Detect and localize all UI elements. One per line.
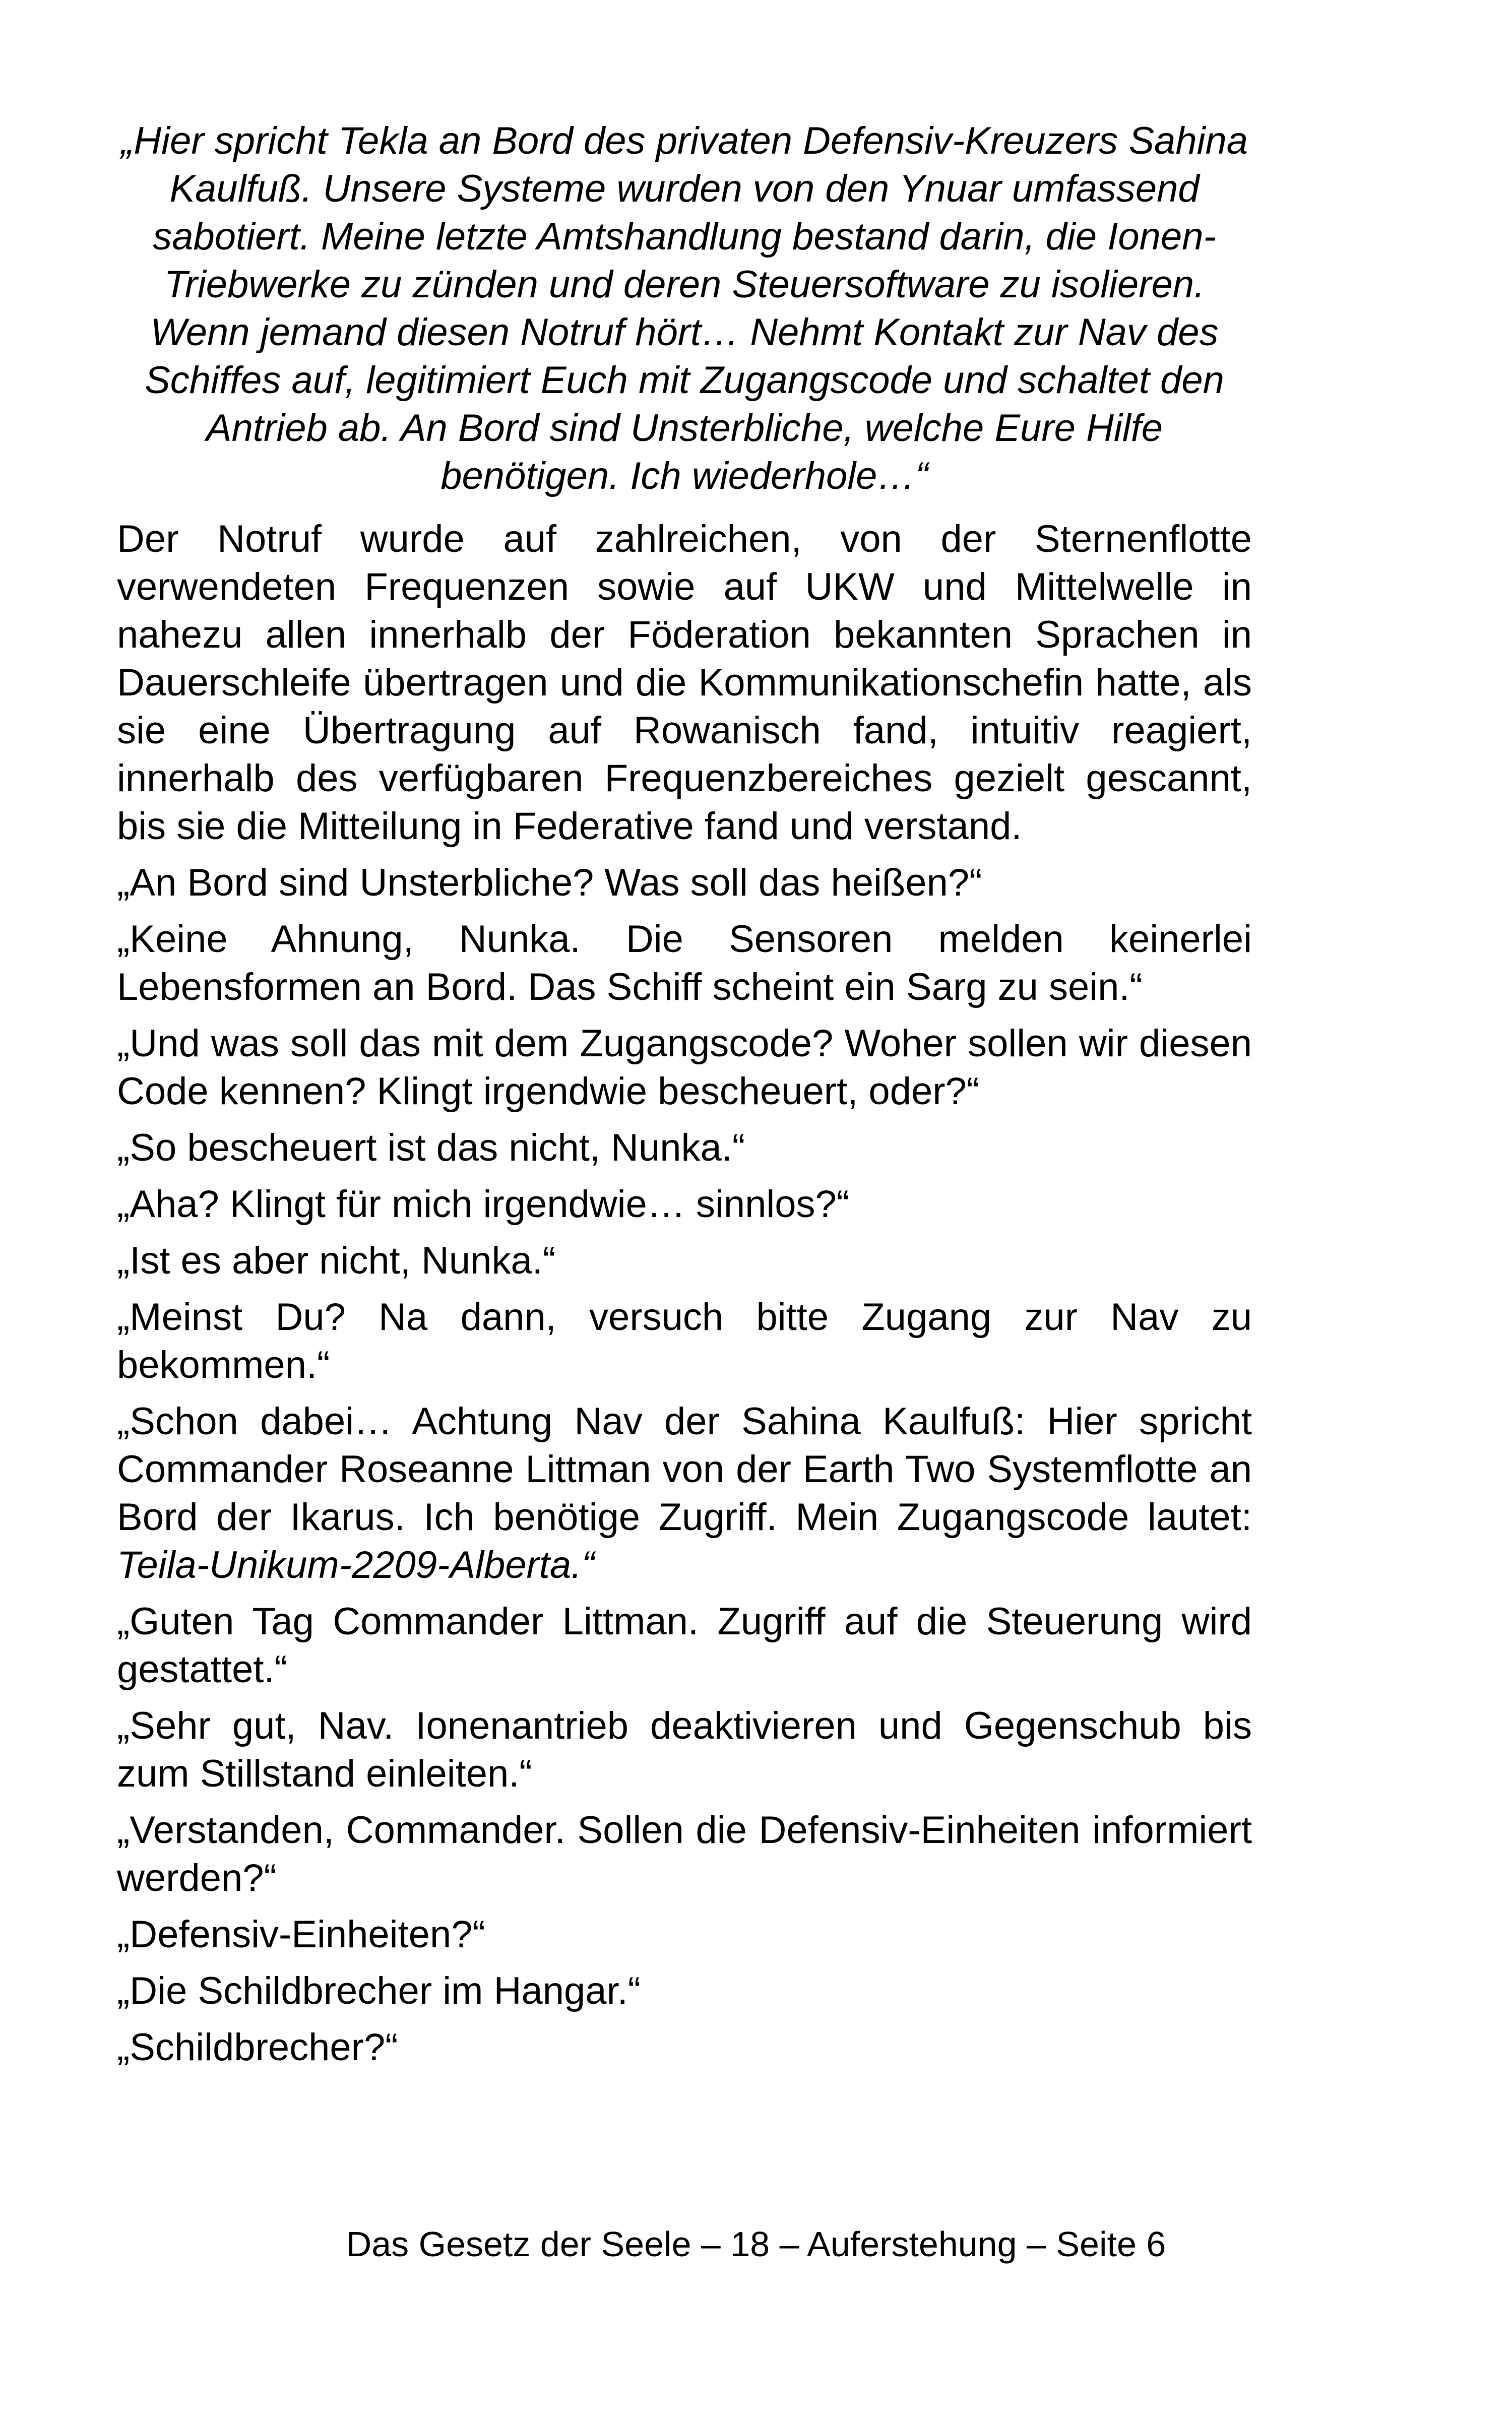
paragraph: „Defensiv-Einheiten?“	[117, 1913, 485, 1956]
access-code: Teila-Unikum-2209-Alberta.“	[117, 1544, 595, 1586]
paragraph: „Aha? Klingt für mich irgendwie… sinnlos?“	[117, 1183, 850, 1226]
page-body	[117, 117, 1252, 2080]
access-code-text: „Schon dabei… Achtung Nav der Sahina Kaulfuß: Hier spricht Commander Roseanne Littman von der Earth Two Systemflotte an Bord der Ikarus. Ich benötige Zugriff. Mein Zugangscode lautet:	[117, 1400, 1252, 1539]
distress-call-quote: „Hier spricht Tekla an Bord des privaten Defensiv-Kreuzers Sahina Kaulfuß. Unsere Systeme wurden von den Ynuar umfassend sabotiert. Meine letzte Amtshandlung bestand darin, die Ionen-Triebwerke zu zünden und deren Steuersoftware zu isolieren. Wenn jemand diesen Notruf hört… Nehmt Kontakt zur Nav des Schiffes auf, legitimiert Euch mit Zugangscode und schaltet den Antrieb ab. An Bord sind Unsterbliche, welche Eure Hilfe benötigen. Ich wiederhole…“	[120, 119, 1248, 497]
paragraph: Der Notruf wurde auf zahlreichen, von der Sternenflotte verwendeten Frequenzen sowie auf UKW und Mittelwelle in nahezu allen innerhalb der Föderation bekannten Sprachen in Dauerschleife übertragen und die Kommunikationschefin hatte, als sie eine Übertragung auf Rowanisch fand, intuitiv reagiert, innerhalb des verfügbaren Frequenzbereiches gezielt gescannt, bis sie die Mitteilung in Federative fand und verstand.	[117, 518, 1252, 848]
paragraph: „So bescheuert ist das nicht, Nunka.“	[117, 1126, 745, 1169]
paragraph: „Keine Ahnung, Nunka. Die Sensoren melden keinerlei Lebensformen an Bord. Das Schiff scheint ein Sarg zu sein.“	[117, 918, 1252, 1008]
paragraph: „Meinst Du? Na dann, versuch bitte Zugang zur Nav zu bekommen.“	[117, 1296, 1252, 1386]
paragraph: „Ist es aber nicht, Nunka.“	[117, 1239, 556, 1282]
paragraph: „Und was soll das mit dem Zugangscode? Woher sollen wir diesen Code kennen? Klingt irgendwie bescheuert, oder?“	[117, 1022, 1252, 1113]
paragraph: „Guten Tag Commander Littman. Zugriff auf die Steuerung wird gestattet.“	[117, 1600, 1252, 1691]
paragraph: „Sehr gut, Nav. Ionenantrieb deaktivieren und Gegenschub bis zum Stillstand einleiten.“	[117, 1704, 1252, 1795]
page-footer: Das Gesetz der Seele – 18 – Auferstehung – Seite 6	[346, 2224, 1166, 2264]
access-code-paragraph	[117, 1397, 1252, 1589]
paragraph: „Schildbrecher?“	[117, 2026, 398, 2069]
paragraph: „An Bord sind Unsterbliche? Was soll das heißen?“	[117, 861, 982, 904]
paragraph: „Die Schildbrecher im Hangar.“	[117, 1969, 641, 2012]
paragraph: „Verstanden, Commander. Sollen die Defensiv-Einheiten informiert werden?“	[117, 1809, 1252, 1899]
